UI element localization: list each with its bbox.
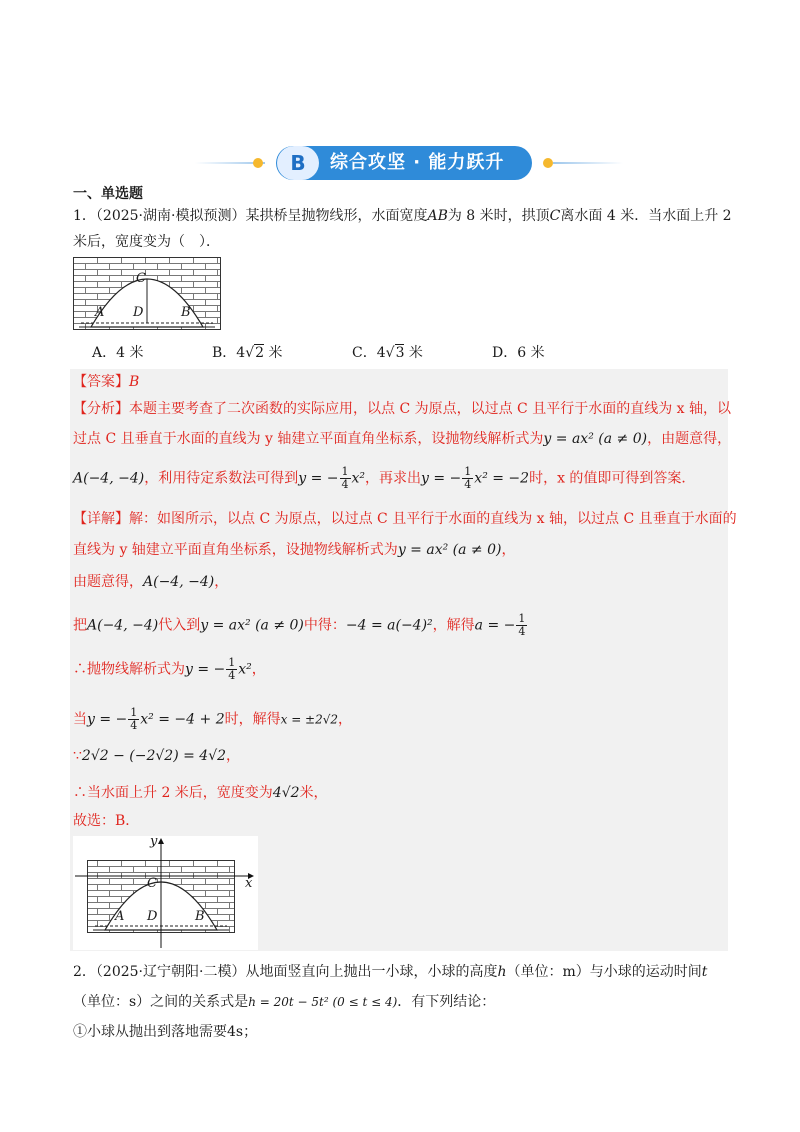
q1-stem-line2: 米后，宽度变为（ ）．	[73, 234, 220, 250]
q1-number: 1．	[73, 208, 96, 224]
bridge-axes-diagram	[73, 836, 258, 950]
q1-source: （2025·湖南·模拟预测）	[95, 208, 246, 224]
q1-stem-b: 为 8 米时，拱顶	[447, 208, 550, 224]
bridge-figure	[73, 257, 221, 331]
q2-item1: ①小球从抛出到落地需要4s；	[73, 1024, 258, 1040]
q1-c: C	[549, 208, 561, 224]
bridge-axes-figure	[73, 836, 258, 950]
banner-dot-right	[543, 158, 553, 168]
q2-stem-line1: 2．（2025·辽宁朝阳·二模）从地面竖直向上抛出一小球，小球的高度h（单位：m）与小球的运动时间t	[73, 964, 708, 980]
analysis-line1: 【分析】本题主要考查了二次函数的实际应用，以点 C 为原点，以过点 C 且平行于水面的直线为 x 轴，以	[73, 401, 732, 417]
fig1-label-a: A	[95, 305, 105, 320]
fig2-label-y: y	[150, 834, 158, 849]
fig1-label-c: C	[136, 271, 146, 286]
banner-title: 综合攻坚 · 能力跃升	[330, 152, 505, 173]
q1-option-c[interactable]: C．4√3 米	[352, 345, 423, 361]
detail-line9: 故选：B．	[73, 813, 140, 829]
banner-badge: B	[277, 146, 319, 180]
q1-ab: AB	[427, 208, 448, 224]
q2-stem-line2: （单位：s）之间的关系式是h = 20t − 5t² (0 ≤ t ≤ 4)．有下列结论：	[73, 994, 496, 1010]
detail-line2: 直线为 y 轴建立平面直角坐标系，设抛物线解析式为y = ax² (a ≠ 0)，	[73, 542, 516, 558]
answer-line: 【答案】B	[73, 374, 140, 390]
fig2-label-x: x	[245, 876, 253, 891]
banner-line-right	[553, 162, 623, 164]
analysis-line3: A(−4, −4)，利用待定系数法可得到y = − $\frac{1}{4}$ x²，再求出y = − $\frac{1}{4}$ x² = −2时，x 的值即可得到答案．	[73, 465, 696, 491]
fig1-label-d: D	[133, 305, 144, 320]
section-title: 一、单选题	[73, 186, 143, 202]
banner-dot-left	[253, 158, 263, 168]
fig2-label-d: D	[147, 909, 158, 924]
q1-option-b[interactable]: B．4√2 米	[212, 345, 283, 361]
detail-line1: 【详解】解：如图所示，以点 C 为原点，以过点 C 且平行于水面的直线为 x 轴，以过点 C 且垂直于水面的	[73, 511, 737, 527]
analysis-line2: 过点 C 且垂直于水面的直线为 y 轴建立平面直角坐标系，设抛物线解析式为y = ax² (a ≠ 0)，由题意得，	[73, 431, 732, 447]
q1-stem-a: 某拱桥呈抛物线形，水面宽度	[245, 208, 428, 224]
q1-stem-line1	[73, 206, 732, 226]
detail-line7: ∵2√2 − (−2√2) = 4√2，	[73, 748, 241, 764]
fig2-label-c: C	[147, 876, 157, 891]
q1-option-a[interactable]: A．4 米	[92, 345, 144, 361]
detail-line8: ∴当水面上升 2 米后，宽度变为4√2米，	[73, 785, 328, 801]
q1-option-d[interactable]: D．6 米	[492, 345, 545, 361]
detail-line5: ∴抛物线解析式为y = − $\frac{1}{4}$ x²，	[73, 656, 266, 682]
detail-line3: 由题意得，A(−4, −4)，	[73, 574, 229, 590]
detail-line4: 把A(−4, −4)代入到y = ax² (a ≠ 0)中得：−4 = a(−4)²，解得a = − $\frac{1}{4}$	[73, 612, 526, 638]
fig2-label-b: B	[195, 909, 205, 924]
fig1-label-b: B	[181, 305, 191, 320]
fig2-label-a: A	[115, 909, 125, 924]
q1-stem-d: 离水面 4 米．当水面上升 2	[560, 208, 732, 224]
detail-line6: 当y = − $\frac{1}{4}$ x² = −4 + 2时，解得x = ±2√2，	[73, 706, 353, 732]
